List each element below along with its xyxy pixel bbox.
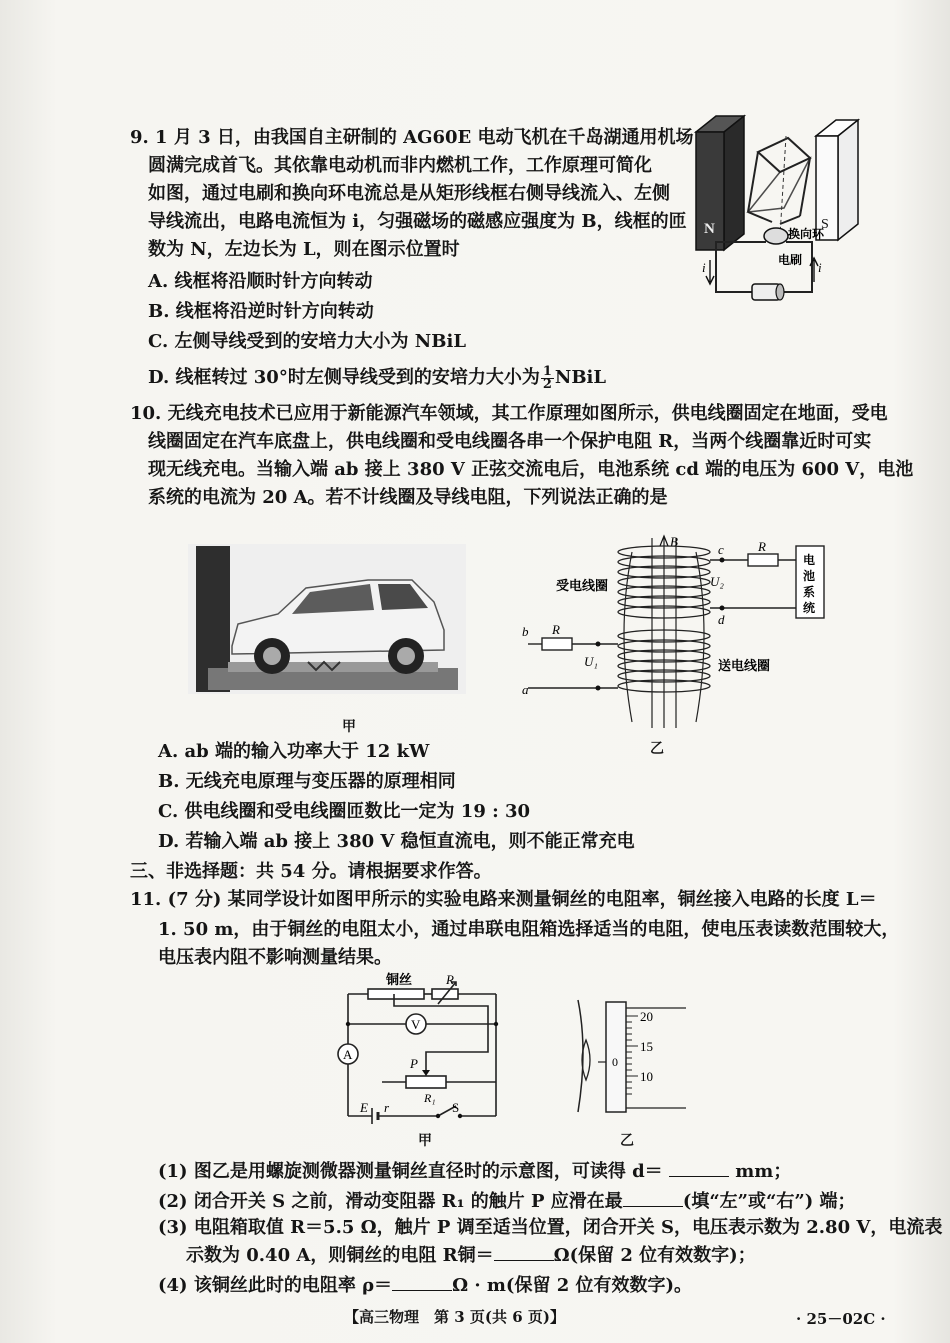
battery-char-4: 统 — [803, 601, 816, 615]
copper-wire-label: 铜丝 — [386, 973, 413, 988]
q10-option-d: D. 若输入端 ab 接上 380 V 稳恒直流电，则不能正常充电 — [158, 831, 635, 852]
q10-caption-jia: 甲 — [342, 719, 356, 735]
q9-option-d-fraction — [541, 363, 554, 392]
current-left-label: i — [702, 260, 706, 275]
q9-option-a: A. 线框将沿顺时针方向转动 — [148, 271, 373, 292]
q9-line-3: 如图，通过电刷和换向环电流总是从矩形线框右侧导线流入、左侧 — [148, 183, 670, 204]
b-field-label: B — [670, 534, 678, 549]
answer-blank-2[interactable] — [623, 1188, 683, 1207]
battery-char-3: 系 — [803, 585, 816, 599]
q11-sub-2-text: (2) 闭合开关 S 之前，滑动变阻器 R₁ 的触片 P 应滑在最 — [158, 1191, 623, 1212]
u1-label: U₁ — [584, 654, 598, 669]
q11-caption-jia: 甲 — [418, 1133, 432, 1149]
sender-coil-label: 送电线圈 — [718, 659, 771, 674]
q11-sub-1-text: (1) 图乙是用螺旋测微器测量铜丝直径时的示意图，可读得 d＝ — [158, 1161, 663, 1182]
page-footer-code: · 25－02C · — [796, 1310, 886, 1328]
q11-sub-4 — [158, 1272, 692, 1300]
q9-option-d — [148, 364, 606, 392]
answer-blank-4[interactable] — [392, 1272, 452, 1291]
q9-option-d-numerator: 1 — [542, 363, 552, 379]
brush-label: 电刷 — [778, 253, 803, 267]
tick-15: 15 — [640, 1039, 653, 1054]
q11-sub-2-tail: (填“左”或“右”) 端； — [682, 1191, 856, 1212]
q11-line-1: 11. (7 分) 某同学设计如图甲所示的实验电路来测量铜丝的电阻率，铜丝接入电路的长度 L＝ — [130, 889, 877, 910]
answer-blank-1[interactable] — [669, 1158, 729, 1177]
q9-option-d-denominator: 2 — [542, 376, 552, 392]
slider-p-label: P — [410, 1056, 418, 1071]
page-footer-center: 【高三物理 第 3 页(共 6 页)】 — [344, 1308, 565, 1326]
q9-line-5: 数为 N，左边长为 L，则在图示位置时 — [148, 239, 460, 260]
q9-line-2: 圆满完成首飞。其依靠电动机而非内燃机工作，工作原理可简化 — [148, 155, 652, 176]
voltmeter-label: V — [411, 1017, 421, 1032]
section-heading: 三、非选择题：共 54 分。请根据要求作答。 — [130, 861, 492, 882]
q9-motor-figure — [688, 112, 864, 302]
battery-char-2: 池 — [803, 569, 816, 583]
a-terminal: a — [522, 682, 529, 697]
q9-option-b: B. 线框将沿逆时针方向转动 — [148, 301, 374, 322]
resistor-box-label: R — [446, 972, 454, 987]
q10-line-4: 系统的电流为 20 A。若不计线圈及导线电阻，下列说法正确的是 — [148, 487, 668, 508]
u2-label: U₂ — [710, 574, 724, 589]
tick-zero: 0 — [612, 1055, 618, 1069]
q9-line-1: 9. 1 月 3 日，由我国自主研制的 AG60E 电动飞机在千岛湖通用机场 — [130, 127, 694, 148]
answer-blank-3[interactable] — [494, 1242, 554, 1261]
internal-r-label: r — [384, 1100, 390, 1115]
q10-caption-yi: 乙 — [650, 741, 664, 757]
q11-sub-4-text: (4) 该铜丝此时的电阻率 ρ＝ — [158, 1275, 393, 1296]
q10-car-photo — [188, 544, 466, 694]
q11-sub-2 — [158, 1188, 856, 1216]
q11-line-2: 1. 50 m，由于铜丝的电阻太小，通过串联电阻箱选择适当的电阻，使电压表读数范围较大， — [158, 919, 900, 940]
b-terminal: b — [522, 624, 529, 639]
q10-coil-circuit — [520, 532, 850, 732]
rheostat-label: R₁ — [424, 1091, 436, 1105]
q9-option-d-suffix: NBiL — [554, 367, 607, 388]
current-right-label: i — [818, 260, 822, 275]
ammeter-label: A — [343, 1047, 353, 1062]
q10-line-1: 10. 无线充电技术已应用于新能源汽车领域，其工作原理如图所示，供电线圈固定在地面，受电 — [130, 403, 888, 424]
q11-line-3: 电压表内阻不影响测量结果。 — [158, 947, 392, 968]
commutator-label: 换向环 — [788, 227, 825, 241]
q11-caption-yi: 乙 — [620, 1133, 634, 1149]
d-terminal: d — [718, 612, 725, 627]
q11-sub-3: (3) 电阻箱取值 R＝5.5 Ω，触片 P 调至适当位置，闭合开关 S，电压表示数为 2.80 V，电流表 — [158, 1217, 943, 1238]
q9-option-c: C. 左侧导线受到的安培力大小为 NBiL — [148, 331, 466, 352]
q11-micrometer — [568, 990, 688, 1120]
q11-sub-3b-tail: Ω(保留 2 位有效数字)； — [553, 1245, 756, 1266]
c-terminal: c — [718, 542, 724, 557]
r-top-label: R — [758, 539, 766, 554]
q10-line-2: 线圈固定在汽车底盘上，供电线圈和受电线圈各串一个保护电阻 R，当两个线圈靠近时可实 — [148, 431, 872, 452]
switch-label: S — [452, 1100, 460, 1115]
q9-option-d-prefix: D. 线框转过 30°时左侧导线受到的安培力大小为 — [148, 367, 540, 388]
q10-line-3: 现无线充电。当输入端 ab 接上 380 V 正弦交流电后，电池系统 cd 端的电压为 600 V，电池 — [148, 459, 914, 480]
emf-label: E — [360, 1100, 368, 1115]
n-pole-label: N — [704, 221, 715, 237]
q11-sub-1 — [158, 1158, 791, 1186]
r-left-label: R — [552, 622, 560, 637]
q11-sub-3b — [186, 1242, 756, 1270]
q10-option-c: C. 供电线圈和受电线圈匝数比一定为 19 : 30 — [158, 801, 531, 822]
q11-sub-4-tail: Ω · m(保留 2 位有效数字)。 — [452, 1275, 693, 1296]
tick-10: 10 — [640, 1069, 653, 1084]
q9-line-4: 导线流出，电路电流恒为 i，匀强磁场的磁感应强度为 B，线框的匝 — [148, 211, 687, 232]
receiver-coil-label: 受电线圈 — [556, 579, 609, 594]
battery-char-1: 电 — [803, 553, 816, 567]
s-pole-label: S — [821, 217, 829, 232]
tick-20: 20 — [640, 1009, 653, 1024]
q10-option-a: A. ab 端的输入功率大于 12 kW — [158, 741, 430, 762]
q10-option-b: B. 无线充电原理与变压器的原理相同 — [158, 771, 456, 792]
q11-sub-1-unit: mm； — [735, 1161, 792, 1182]
q11-sub-3b-text: 示数为 0.40 A，则铜丝的电阻 R铜＝ — [186, 1245, 494, 1266]
q11-circuit — [328, 972, 508, 1128]
